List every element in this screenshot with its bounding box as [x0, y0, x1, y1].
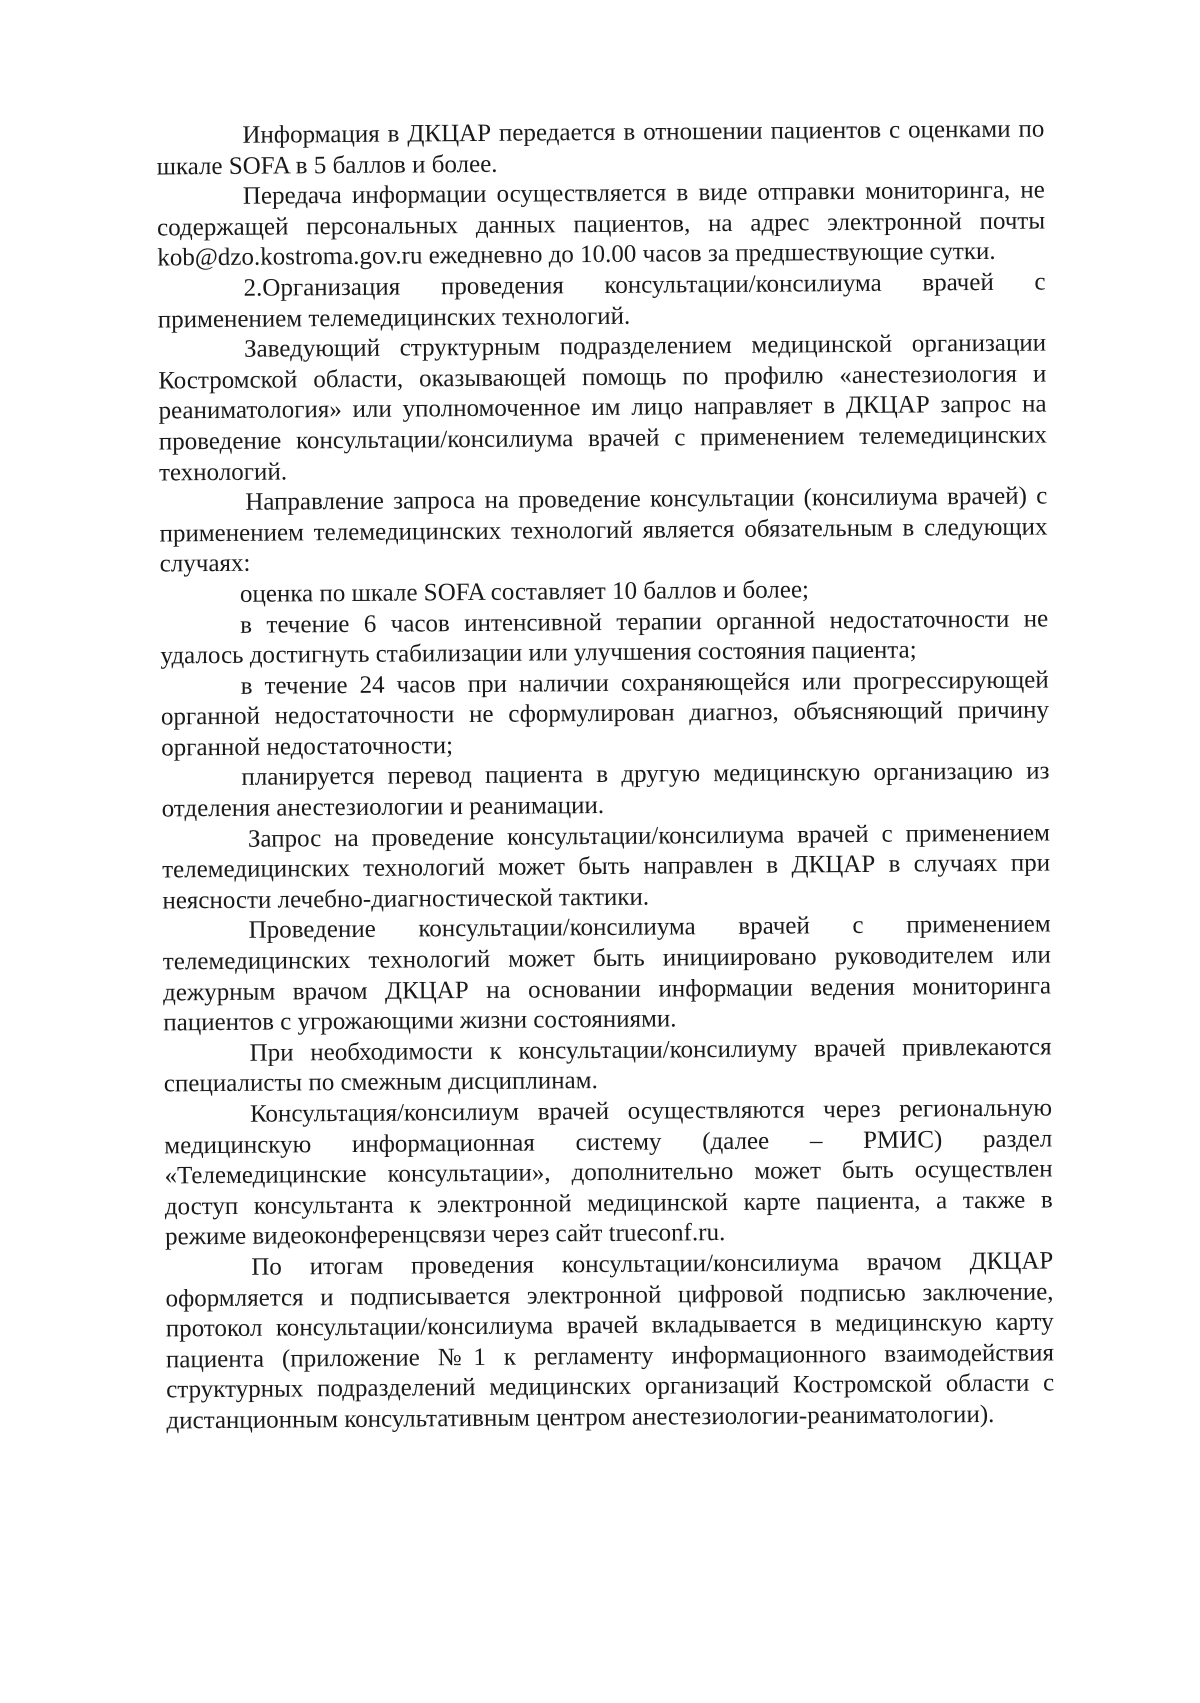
paragraph-head-of-unit: Заведующий структурным подразделением медицинской организации Костромской области, оказывающей помощь по профилю «анестезиология и реаниматология» или уполномоченное им лицо направляет в ДКЦАР запрос на проведение консультации/консилиума врачей с применением телемедицинских технологий.: [158, 329, 1047, 486]
paragraph-specialists: При необходимости к консультации/консилиуму врачей привлекаются специалисты по смежным дисциплинам.: [163, 1033, 1052, 1098]
paragraph-mandatory-cases: Направление запроса на проведение консультации (консилиума врачей) с применением телемедицинских технологий является обязательным в следующих случаях:: [159, 482, 1048, 578]
paragraph-sofa-info: Информация в ДКЦАР передается в отношении пациентов с оценками по шкале SOFA в 5 баллов и более.: [156, 115, 1045, 181]
paragraph-initiation: Проведение консультации/консилиума врачей с применением телемедицинских технологий может быть инициировано руководителем или дежурным врачом ДКЦАР на основании информации ведения мониторинга пациентов с угрожающими жизни состояниями.: [162, 910, 1052, 1037]
list-item-transfer: планируется перевод пациента в другую медицинскую организацию из отделения анестезиологии и реанимации.: [161, 757, 1050, 823]
paragraph-transmission: Передача информации осуществляется в виде отправки мониторинга, не содержащей персональных данных пациентов, на адрес электронной почты kob@dzo.kostroma.gov.ru ежедневно до 10.00 часов за предшествующие сутки.: [157, 176, 1046, 272]
paragraph-rmis: Консультация/консилиум врачей осуществляются через региональную медицинскую информационная систему (далее – РМИС) раздел «Телемедицинские консультации», дополнительно может быть осуществлен доступ консультанта к электронной медицинской карте пациента, а также в режиме видеоконференцсвязи через сайт trueconf.ru.: [164, 1094, 1053, 1251]
paragraph-conclusion: По итогам проведения консультации/консилиума врачом ДКЦАР оформляется и подписывается электронной цифровой подписью заключение, протокол консультации/консилиума врачей вкладывается в медицинскую карту пациента (приложение №1 к регламенту информационного взаимодействия структурных подразделений медицинских организаций Костромской области с дистанционным консультативным центром анестезиологии-реаниматологии).: [165, 1247, 1055, 1435]
paragraph-request-uncertainty: Запрос на проведение консультации/консилиума врачей с применением телемедицинских технологий может быть направлен в ДКЦАР в случаях при неясности лечебно-диагностической тактики.: [162, 819, 1051, 915]
list-item-24-hours: в течение 24 часов при наличии сохраняющейся или прогрессирующей органной недостаточности не сформулирован диагноз, объясняющий причину органной недостаточности;: [160, 666, 1050, 762]
list-item-6-hours: в течение 6 часов интенсивной терапии органной недостаточности не удалось достигнуть стабилизации или улучшения состояния пациента;: [160, 604, 1049, 670]
list-item-sofa-10: оценка по шкале SOFA составляет 10 баллов и более;: [239, 576, 810, 608]
paragraph-section-2-heading: 2.Организация проведения консультации/консилиума врачей с применением телемедицинских технологий.: [157, 268, 1046, 334]
